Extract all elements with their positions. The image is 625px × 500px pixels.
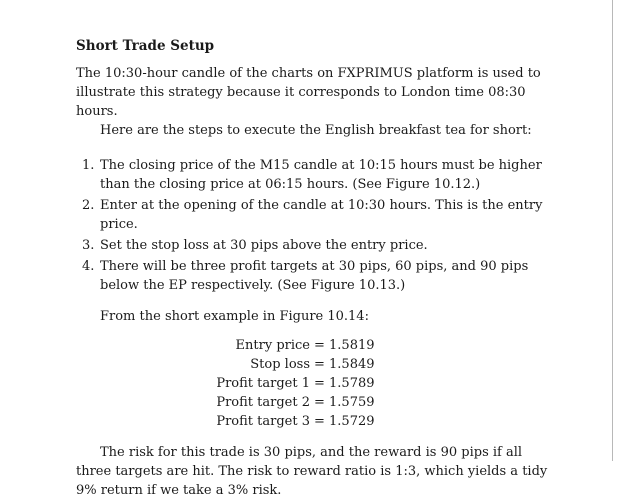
example-intro: From the short example in Figure 10.14: — [100, 309, 369, 324]
calc-label: Entry price — [235, 338, 310, 353]
step-number: 1. — [82, 158, 95, 173]
calc-value: = 1.5849 — [314, 357, 375, 372]
page-edge-rule — [612, 0, 613, 461]
list-item-step-1 — [76, 156, 548, 194]
step-text: There will be three profit targets at 30 pips, 60 pips, and 90 pips below the EP respectively. (See Figure 10.13.) — [100, 259, 529, 293]
step-number: 2. — [82, 198, 95, 213]
calc-row-profit-target-2 — [76, 393, 548, 412]
calc-value: = 1.5819 — [314, 338, 375, 353]
document-page — [76, 36, 548, 500]
calc-row-profit-target-3 — [76, 412, 548, 431]
step-text: Set the stop loss at 30 pips above the entry price. — [100, 238, 428, 253]
step-number: 4. — [82, 259, 95, 274]
calc-label: Profit target 3 — [216, 414, 310, 429]
step-number: 3. — [82, 238, 95, 253]
calc-value: = 1.5729 — [314, 414, 375, 429]
step-text: Enter at the opening of the candle at 10:30 hours. This is the entry price. — [100, 198, 543, 232]
closing-paragraph: The risk for this trade is 30 pips, and the reward is 90 pips if all three targets are hit. The risk to reward ratio is 1:3, which yields a tidy 9% return if we take a 3% risk. — [76, 445, 548, 498]
price-calculations — [76, 336, 548, 431]
steps-intro: Here are the steps to execute the English breakfast tea for short: — [100, 123, 532, 138]
list-item-step-2 — [76, 196, 548, 234]
section-heading: Short Trade Setup — [76, 38, 215, 54]
calc-row-entry-price — [76, 336, 548, 355]
list-item-step-4 — [76, 257, 548, 295]
calc-value: = 1.5789 — [314, 376, 375, 391]
calc-row-stop-loss — [76, 355, 548, 374]
calc-label: Profit target 1 — [216, 376, 310, 391]
step-text: The closing price of the M15 candle at 10:15 hours must be higher than the closing price at 06:15 hours. (See Figure 10.12.) — [100, 158, 542, 192]
steps-list — [76, 156, 548, 295]
list-item-step-3 — [76, 236, 548, 255]
intro-paragraph: The 10:30-hour candle of the charts on FXPRIMUS platform is used to illustrate this strategy because it corresponds to London time 08:30 hours. — [76, 66, 541, 119]
calc-row-profit-target-1 — [76, 374, 548, 393]
calc-value: = 1.5759 — [314, 395, 375, 410]
calc-label: Stop loss — [250, 357, 310, 372]
calc-label: Profit target 2 — [216, 395, 310, 410]
